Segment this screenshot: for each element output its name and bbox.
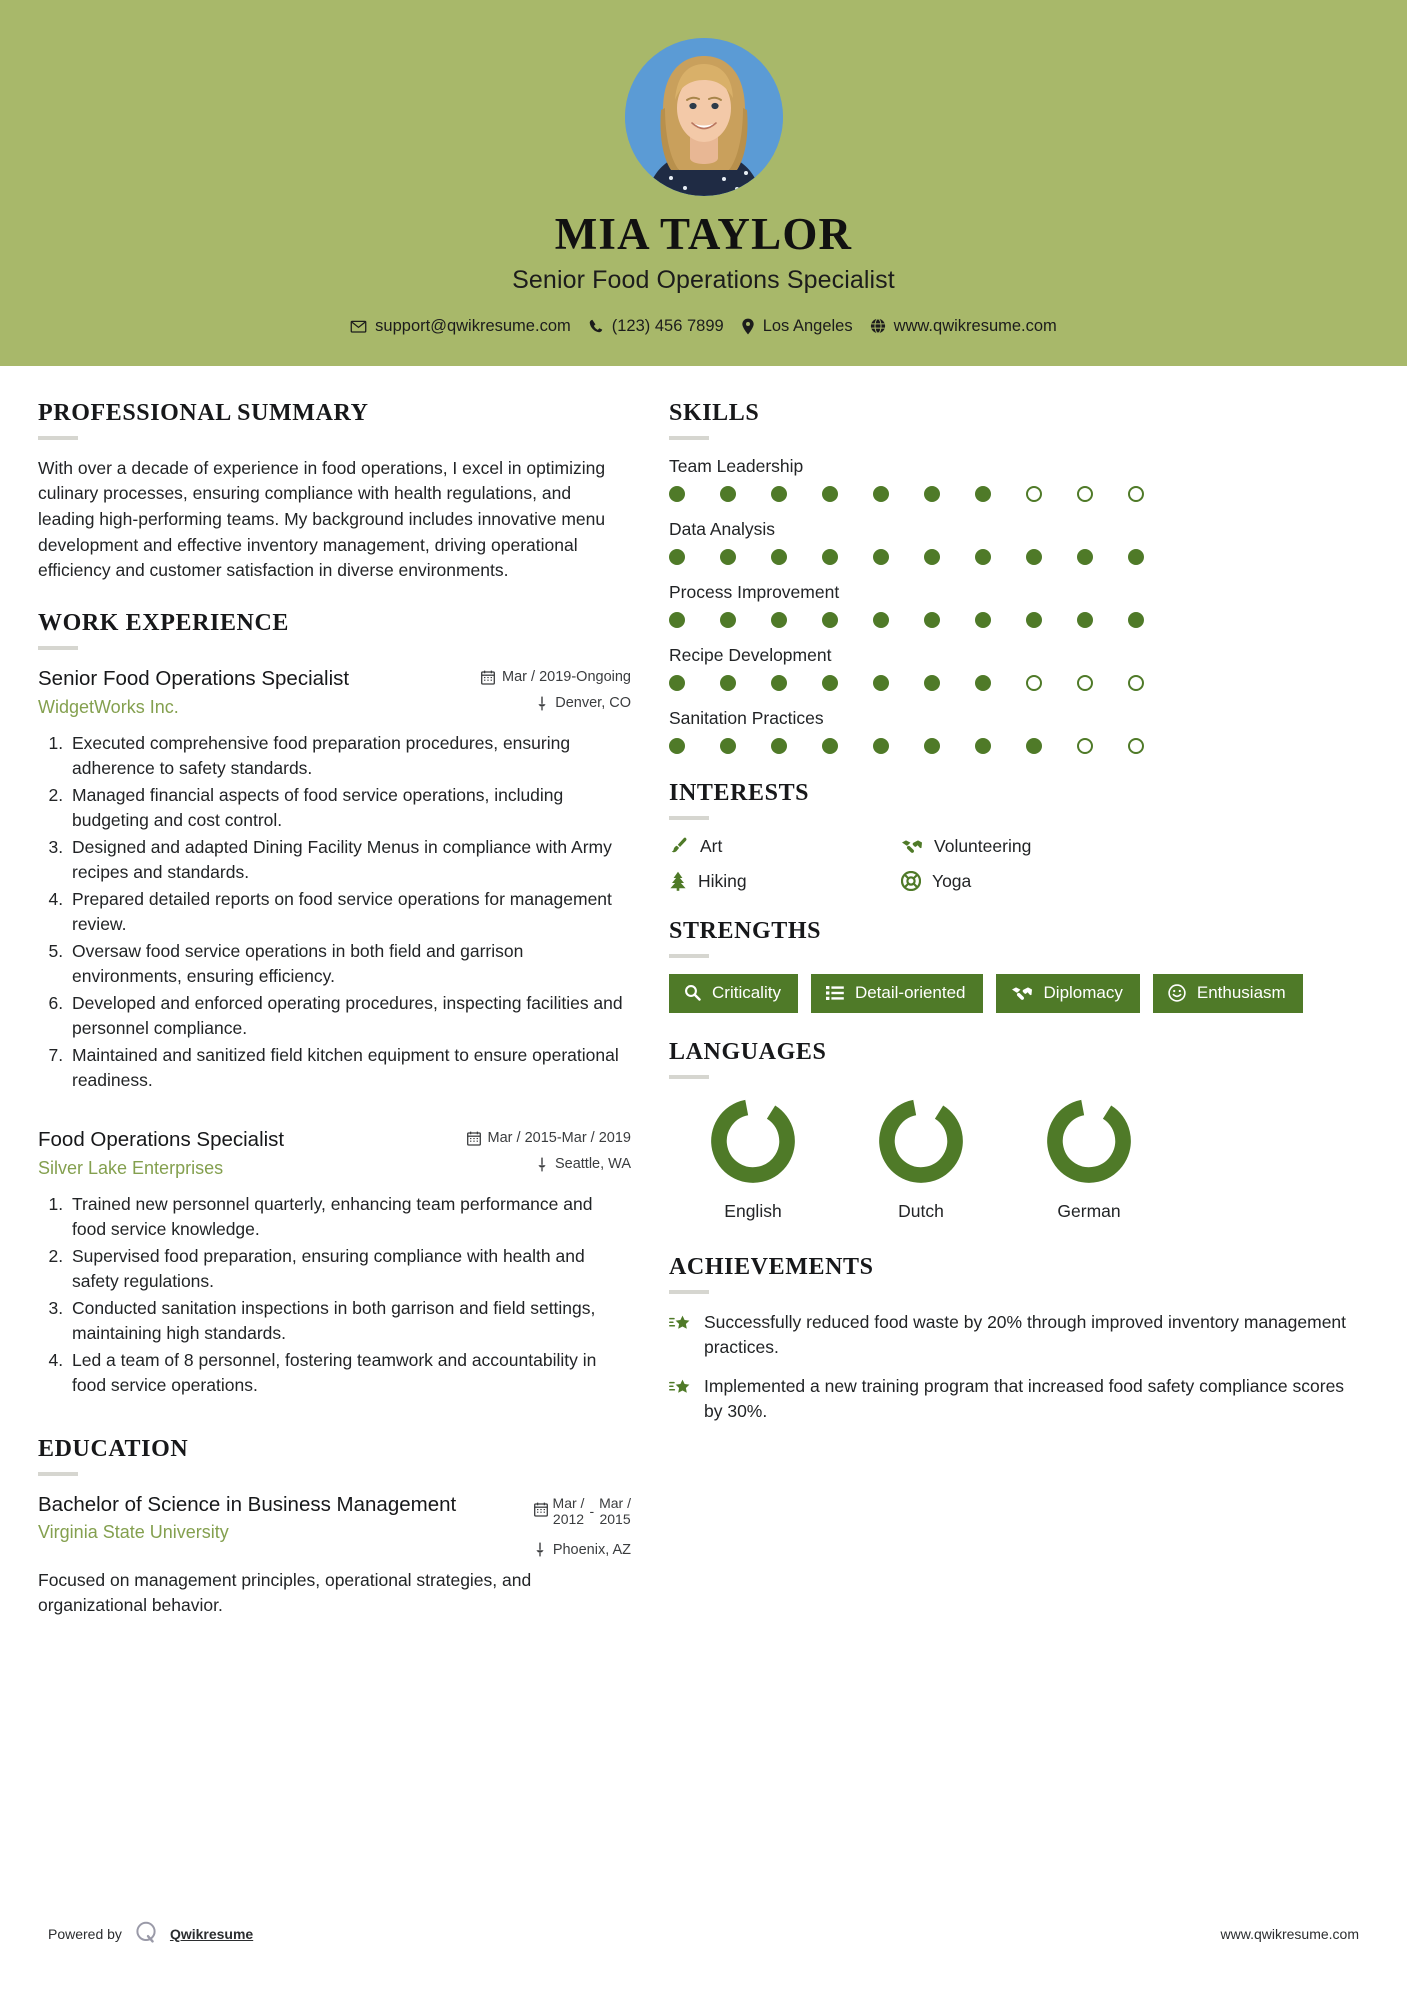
skill-dot-filled bbox=[1128, 612, 1144, 628]
strength-badge-criticality bbox=[669, 974, 798, 1013]
skill-dot-filled bbox=[669, 612, 685, 628]
section-title-education: EDUCATION bbox=[38, 1435, 189, 1462]
list-item: 2. Managed financial aspects of food service operations, including budgeting and cost control. bbox=[68, 783, 631, 833]
section-achievements bbox=[669, 1254, 1367, 1425]
qwikresume-logo-icon bbox=[133, 1919, 159, 1948]
list-item: 1. Executed comprehensive food preparation procedures, ensuring adherence to safety standards. bbox=[68, 731, 631, 781]
skill-dot-filled bbox=[924, 738, 940, 754]
skill-dot-filled bbox=[975, 612, 991, 628]
interest-label: Yoga bbox=[932, 870, 972, 891]
skill-dot-filled bbox=[924, 675, 940, 691]
education-start-month: Mar / bbox=[552, 1494, 585, 1511]
section-rule bbox=[669, 1290, 709, 1294]
interest-label: Art bbox=[700, 835, 723, 856]
section-rule bbox=[38, 1472, 78, 1476]
contact-website-text: www.qwikresume.com bbox=[893, 316, 1057, 335]
language-label: English bbox=[724, 1200, 782, 1221]
section-rule bbox=[669, 954, 709, 958]
date-separator: - bbox=[589, 1503, 595, 1520]
education-location-text: Phoenix, AZ bbox=[552, 1541, 631, 1558]
education-end-date bbox=[599, 1495, 631, 1528]
page-title: MIA TAYLOR bbox=[554, 209, 853, 259]
contact-row bbox=[0, 317, 1407, 336]
avatar-photo bbox=[625, 38, 783, 196]
education-degree: Bachelor of Science in Business Management bbox=[38, 1492, 457, 1516]
section-rule bbox=[669, 816, 709, 820]
skill-dot-filled bbox=[771, 738, 787, 754]
footer bbox=[0, 1919, 1407, 1948]
section-professional-summary bbox=[38, 400, 631, 585]
language-item bbox=[669, 1095, 837, 1222]
pin-icon bbox=[534, 1542, 546, 1557]
calendar-icon bbox=[534, 1502, 548, 1520]
skill-dot-empty bbox=[1026, 486, 1042, 502]
contact-email-text: support@qwikresume.com bbox=[375, 316, 571, 335]
language-progress-ring bbox=[875, 1095, 967, 1187]
summary-text: With over a decade of experience in food operations, I excel in optimizing culinary processes, ensuring compliance with health regulations, and leading high-performing teams. My background includes innovative menu development and effective inventory management, driving operational efficiency and customer satisfaction in diverse environments. bbox=[38, 457, 606, 581]
experience-item bbox=[38, 1127, 631, 1398]
list-icon bbox=[826, 985, 844, 1001]
education-item bbox=[38, 1492, 631, 1619]
list-item: 7. Maintained and sanitized field kitchen equipment to ensure operational readiness. bbox=[68, 1043, 631, 1093]
education-start-date bbox=[553, 1495, 585, 1528]
list-item: 1. Trained new personnel quarterly, enhancing team performance and food service knowledge. bbox=[68, 1192, 631, 1242]
footer-brand-link[interactable]: Qwikresume bbox=[169, 1925, 254, 1942]
smiley-icon bbox=[1168, 984, 1186, 1002]
footer-website: www.qwikresume.com bbox=[1220, 1925, 1359, 1942]
languages-list bbox=[669, 1095, 1367, 1222]
section-interests bbox=[669, 780, 1367, 892]
list-item: 3. Designed and adapted Dining Facility Menus in compliance with Army recipes and standards. bbox=[68, 835, 631, 885]
section-rule bbox=[669, 436, 709, 440]
experience-dates-text: Mar / 2015-Mar / 2019 bbox=[487, 1130, 631, 1147]
experience-header bbox=[38, 666, 631, 718]
skill-dot-filled bbox=[975, 675, 991, 691]
skill-dot-filled bbox=[720, 612, 736, 628]
header-job-title: Senior Food Operations Specialist bbox=[512, 265, 895, 294]
shooting-star-icon bbox=[669, 1374, 691, 1398]
skill-label: Process Improvement bbox=[669, 581, 840, 602]
resume-header bbox=[0, 0, 1407, 366]
skill-dot-filled bbox=[771, 486, 787, 502]
experience-role: Food Operations Specialist bbox=[38, 1128, 285, 1152]
interest-item-art bbox=[669, 836, 901, 857]
section-title-languages: LANGUAGES bbox=[669, 1038, 827, 1065]
skill-item bbox=[669, 519, 1367, 565]
footer-powered-label: Powered by bbox=[48, 1925, 122, 1942]
skill-dot-filled bbox=[975, 486, 991, 502]
pin-icon bbox=[536, 696, 548, 711]
experience-dates bbox=[467, 1130, 631, 1146]
strength-badge-enthusiasm bbox=[1153, 974, 1303, 1013]
skill-dot-filled bbox=[924, 486, 940, 502]
calendar-icon bbox=[481, 670, 495, 685]
handshake-icon bbox=[901, 837, 923, 855]
section-title-skills: SKILLS bbox=[669, 399, 760, 426]
education-end-month: Mar / bbox=[599, 1494, 631, 1511]
interest-label: Volunteering bbox=[934, 835, 1032, 856]
language-item bbox=[1005, 1095, 1173, 1222]
skill-item bbox=[669, 582, 1367, 628]
experience-location bbox=[481, 695, 631, 711]
map-pin-icon bbox=[741, 318, 755, 335]
contact-phone[interactable] bbox=[588, 317, 724, 336]
list-item: 3. Conducted sanitation inspections in both garrison and field settings, maintaining high standards. bbox=[68, 1296, 631, 1346]
strength-badge-diplomacy bbox=[996, 974, 1140, 1013]
skill-dot-filled bbox=[771, 549, 787, 565]
strength-label: Diplomacy bbox=[1043, 983, 1123, 1003]
skill-label: Team Leadership bbox=[669, 455, 804, 476]
skill-dot-filled bbox=[975, 738, 991, 754]
skill-dot-empty bbox=[1128, 675, 1144, 691]
experience-location-text: Denver, CO bbox=[555, 695, 631, 712]
strength-label: Enthusiasm bbox=[1196, 983, 1286, 1003]
paintbrush-icon bbox=[669, 836, 689, 856]
achievement-item bbox=[669, 1374, 1367, 1424]
skill-rating bbox=[669, 486, 1367, 502]
skill-dot-filled bbox=[1026, 612, 1042, 628]
strength-label: Criticality bbox=[712, 983, 781, 1003]
experience-item bbox=[38, 666, 631, 1093]
skill-dot-filled bbox=[771, 612, 787, 628]
interests-grid bbox=[669, 836, 1367, 892]
skill-dot-empty bbox=[1026, 675, 1042, 691]
skill-label: Recipe Development bbox=[669, 644, 832, 665]
skill-dot-filled bbox=[924, 612, 940, 628]
language-item bbox=[837, 1095, 1005, 1222]
skill-rating bbox=[669, 738, 1367, 754]
experience-location bbox=[467, 1156, 631, 1172]
skill-dot-empty bbox=[1128, 486, 1144, 502]
section-title-interests: INTERESTS bbox=[669, 779, 810, 806]
section-rule bbox=[38, 436, 78, 440]
experience-role: Senior Food Operations Specialist bbox=[38, 667, 350, 691]
strength-label: Detail-oriented bbox=[854, 983, 966, 1003]
list-item: 2. Supervised food preparation, ensuring compliance with health and safety regulations. bbox=[68, 1244, 631, 1294]
skill-dot-filled bbox=[669, 486, 685, 502]
experience-dates bbox=[481, 669, 631, 685]
experience-company: WidgetWorks Inc. bbox=[38, 696, 179, 717]
skill-dot-filled bbox=[669, 738, 685, 754]
skill-dot-filled bbox=[822, 738, 838, 754]
contact-location-text: Los Angeles bbox=[762, 316, 853, 335]
skill-dot-filled bbox=[1077, 549, 1093, 565]
experience-meta bbox=[467, 1127, 631, 1172]
skill-dot-filled bbox=[1077, 612, 1093, 628]
section-education bbox=[38, 1436, 631, 1619]
skill-dot-filled bbox=[720, 675, 736, 691]
strengths-list bbox=[669, 974, 1367, 1013]
section-title-summary: PROFESSIONAL SUMMARY bbox=[38, 399, 369, 426]
skill-dot-filled bbox=[975, 549, 991, 565]
section-strengths bbox=[669, 918, 1367, 1013]
skill-rating bbox=[669, 549, 1367, 565]
phone-icon bbox=[588, 318, 604, 334]
experience-identity bbox=[38, 666, 469, 718]
contact-location bbox=[741, 317, 853, 336]
language-progress-ring bbox=[707, 1095, 799, 1187]
skill-item bbox=[669, 645, 1367, 691]
shooting-star-icon bbox=[669, 1310, 691, 1334]
skill-dot-filled bbox=[924, 549, 940, 565]
section-languages bbox=[669, 1039, 1367, 1222]
footer-powered-by bbox=[48, 1919, 253, 1948]
envelope-icon bbox=[350, 318, 367, 335]
section-work-experience bbox=[38, 610, 631, 1398]
skill-item bbox=[669, 708, 1367, 754]
globe-icon bbox=[870, 318, 886, 334]
skill-dot-filled bbox=[1026, 738, 1042, 754]
section-title-strengths: STRENGTHS bbox=[669, 917, 822, 944]
achievement-item bbox=[669, 1310, 1367, 1360]
experience-meta bbox=[481, 666, 631, 711]
section-rule bbox=[669, 1075, 709, 1079]
education-end-year: 2015 bbox=[599, 1511, 631, 1528]
skill-dot-filled bbox=[1128, 549, 1144, 565]
contact-website[interactable] bbox=[870, 317, 1057, 336]
list-item: 5. Oversaw food service operations in both field and garrison environments, ensuring efficiency. bbox=[68, 939, 631, 989]
skill-dot-filled bbox=[822, 675, 838, 691]
skill-dot-filled bbox=[669, 675, 685, 691]
experience-location-text: Seattle, WA bbox=[554, 1156, 631, 1173]
resume-body bbox=[0, 366, 1407, 1645]
language-progress-ring bbox=[1043, 1095, 1135, 1187]
skill-dot-filled bbox=[720, 486, 736, 502]
skill-dot-filled bbox=[1026, 549, 1042, 565]
education-identity bbox=[38, 1492, 458, 1544]
education-school: Virginia State University bbox=[38, 1522, 229, 1543]
education-meta bbox=[534, 1492, 631, 1558]
interest-item-volunteering bbox=[901, 836, 1367, 857]
right-column bbox=[667, 400, 1367, 1451]
education-description: Focused on management principles, operational strategies, and organizational behavior. bbox=[38, 1569, 532, 1616]
pin-icon bbox=[536, 1157, 548, 1172]
skill-dot-filled bbox=[873, 549, 889, 565]
skill-dot-filled bbox=[822, 486, 838, 502]
skill-rating bbox=[669, 675, 1367, 691]
list-item: 4. Led a team of 8 personnel, fostering teamwork and accountability in food service operations. bbox=[68, 1348, 631, 1398]
skill-rating bbox=[669, 612, 1367, 628]
skill-dot-empty bbox=[1128, 738, 1144, 754]
education-start-year: 2012 bbox=[552, 1511, 585, 1528]
list-item: 6. Developed and enforced operating procedures, inspecting facilities and personnel compliance. bbox=[68, 991, 631, 1041]
skill-dot-filled bbox=[669, 549, 685, 565]
section-title-achievements: ACHIEVEMENTS bbox=[669, 1253, 874, 1280]
achievement-text: Successfully reduced food waste by 20% through improved inventory management practices. bbox=[704, 1311, 1347, 1357]
skill-dot-empty bbox=[1077, 675, 1093, 691]
skill-dot-filled bbox=[822, 612, 838, 628]
left-column bbox=[38, 400, 631, 1645]
education-location bbox=[534, 1542, 631, 1558]
pine-tree-icon bbox=[669, 871, 687, 891]
interest-item-hiking bbox=[669, 871, 901, 892]
interest-label: Hiking bbox=[698, 870, 747, 891]
section-title-experience: WORK EXPERIENCE bbox=[38, 610, 290, 637]
experience-dates-text: Mar / 2019-Ongoing bbox=[502, 669, 631, 686]
strength-badge-detail-oriented bbox=[811, 974, 983, 1013]
lifebuoy-icon bbox=[901, 871, 921, 891]
skill-dot-empty bbox=[1077, 486, 1093, 502]
experience-company: Silver Lake Enterprises bbox=[38, 1157, 224, 1178]
calendar-icon bbox=[467, 1131, 481, 1146]
contact-email[interactable] bbox=[350, 317, 571, 336]
skill-dot-filled bbox=[720, 738, 736, 754]
avatar bbox=[625, 38, 783, 196]
skill-dot-filled bbox=[822, 549, 838, 565]
education-dates bbox=[534, 1495, 631, 1528]
achievement-text: Implemented a new training program that increased food safety compliance scores by 30%. bbox=[704, 1375, 1345, 1422]
skill-label: Data Analysis bbox=[669, 518, 776, 539]
skill-dot-filled bbox=[720, 549, 736, 565]
education-header bbox=[38, 1492, 631, 1558]
experience-bullets bbox=[38, 1192, 631, 1398]
experience-identity bbox=[38, 1127, 455, 1179]
skill-dot-filled bbox=[873, 612, 889, 628]
handshake-icon bbox=[1011, 984, 1033, 1002]
skill-dot-empty bbox=[1077, 738, 1093, 754]
language-label: Dutch bbox=[898, 1200, 944, 1221]
magnifier-icon bbox=[684, 984, 701, 1001]
contact-phone-text: (123) 456 7899 bbox=[611, 316, 724, 335]
skills-list bbox=[669, 456, 1367, 754]
experience-bullets bbox=[38, 731, 631, 1093]
language-label: German bbox=[1057, 1200, 1121, 1221]
skill-dot-filled bbox=[771, 675, 787, 691]
skill-dot-filled bbox=[873, 738, 889, 754]
experience-header bbox=[38, 1127, 631, 1179]
skill-dot-filled bbox=[873, 675, 889, 691]
section-skills bbox=[669, 400, 1367, 754]
interest-item-yoga bbox=[901, 871, 1367, 892]
skill-item bbox=[669, 456, 1367, 502]
skill-label: Sanitation Practices bbox=[669, 707, 824, 728]
section-rule bbox=[38, 646, 78, 650]
list-item: 4. Prepared detailed reports on food service operations for management review. bbox=[68, 887, 631, 937]
skill-dot-filled bbox=[873, 486, 889, 502]
